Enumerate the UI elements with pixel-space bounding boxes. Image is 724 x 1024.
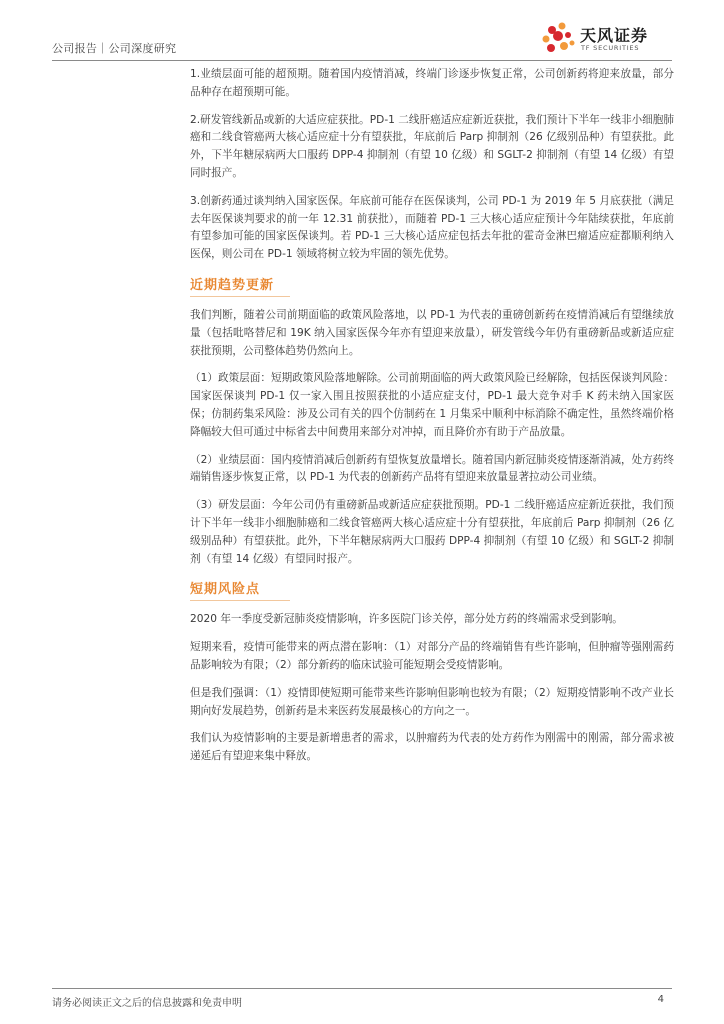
- paragraph: 我们认为疫情影响的主要是新增患者的需求，以肿瘤药为代表的处方药作为刚需中的刚需，部分需求被递延后有望迎来集中释放。: [190, 732, 674, 763]
- page-number: 4: [657, 994, 664, 1005]
- paragraph: 1.业绩层面可能的超预期。随着国内疫情消减，终端门诊逐步恢复正常，公司创新药将迎来放量，部分品种存在超预期可能。: [190, 68, 674, 98]
- paragraph: 我们判断，随着公司前期面临的政策风险落地，以 PD-1 为代表的重磅创新药在疫情消减后有望继续放量（包括吡咯替尼和 19K 纳入国家医保今年亦有望迎来放量），研发管线今年仍有重磅新品或新适应症获批预期，公司整体趋势仍然向上。: [190, 308, 674, 357]
- logo-subtitle: TF SECURITIES: [581, 44, 640, 52]
- section-heading: 短期风险点: [190, 578, 290, 601]
- paragraph: （2）业绩层面：国内疫情消减后创新药有望恢复放量增长。随着国内新冠肺炎疫情逐渐消减，处方药终端销售逐步恢复正常，以 PD-1 为代表的创新药产品将有望迎来放量显著拉动公司业绩。: [190, 453, 674, 484]
- footer-divider: [52, 988, 672, 989]
- paragraph: 但是我们强调：（1）疫情即使短期可能带来些许影响但影响也较为有限；（2）短期疫情影响不改产业长期向好发展趋势，创新药是未来医药发展最核心的方向之一。: [190, 686, 674, 717]
- section-heading: 近期趋势更新: [190, 274, 290, 297]
- paragraph: 短期来看，疫情可能带来的两点潜在影响：（1）对部分产品的终端销售有些许影响，但肿瘤等强刚需药品影响较为有限；（2）部分新药的临床试验可能短期会受疫情影响。: [190, 641, 674, 671]
- logo-name: 天风证券: [580, 26, 649, 45]
- header-divider: [52, 60, 672, 61]
- tf-securities-logo-icon: [538, 18, 578, 58]
- report-type-label: 公司报告｜公司深度研究: [52, 42, 177, 55]
- main-content: [190, 66, 674, 776]
- paragraph: 2020 年一季度受新冠肺炎疫情影响，许多医院门诊关停，部分处方药的终端需求受到影响。: [190, 613, 623, 626]
- disclaimer-note: 请务必阅读正文之后的信息披露和免责申明: [52, 998, 242, 1009]
- paragraph: 3.创新药通过谈判纳入国家医保。年底前可能存在医保谈判，公司 PD-1 为 2019 年 5 月底获批（满足去年医保谈判要求的前一年 12.31 前获批），而随着 PD-1 三大核心适应症预计今年陆续获批，年底前有望参加可能的国家医保谈判。若 PD-1 三大核心适应症包括去年批的霍奇金淋巴瘤适应症都顺利纳入医保，则公司在 PD-1 领域将树立较为牢固的领先优势。: [190, 194, 674, 261]
- paragraph: （1）政策层面：短期政策风险落地解除。公司前期面临的两大政策风险已经解除，包括医保谈判风险：国家医保谈判 PD-1 仅一家入围且按照获批的小适应症支付，PD-1 最大竞争对手 K 药未纳入国家医保；仿制药集采风险：涉及公司有关的四个仿制药在 1 月集采中顺利中标消除不确定性，虽然终端价格降幅较大但可通过中标省去中间费用来部分对冲掉，而且降价亦有助于产品放量。: [190, 372, 674, 438]
- company-logo: [538, 18, 668, 58]
- paragraph: 2.研发管线新品或新的大适应症获批。PD-1 二线肝癌适应症新近获批，我们预计下半年一线非小细胞肺癌和二线食管癌两大核心适应症十分有望获批，年底前后 Parp 抑制剂（26 亿级别品种）有望获批。此外，下半年糖尿病两大口服药 DPP-4 抑制剂（有望 10 亿级）和 SGLT-2 抑制剂（有望 14 亿级）有望同时报产。: [190, 113, 674, 179]
- paragraph: （3）研发层面：今年公司仍有重磅新品或新适应症获批预期。PD-1 二线肝癌适应症新近获批，我们预计下半年一线非小细胞肺癌和二线食管癌两大核心适应症十分有望获批，年底前后 Parp 抑制剂（26 亿级别品种）有望获批。此外，下半年糖尿病两大口服药 DPP-4 抑制剂（有望 10 亿级）和 SGLT-2 抑制剂（有望 14 亿级）有望同时报产。: [190, 499, 674, 565]
